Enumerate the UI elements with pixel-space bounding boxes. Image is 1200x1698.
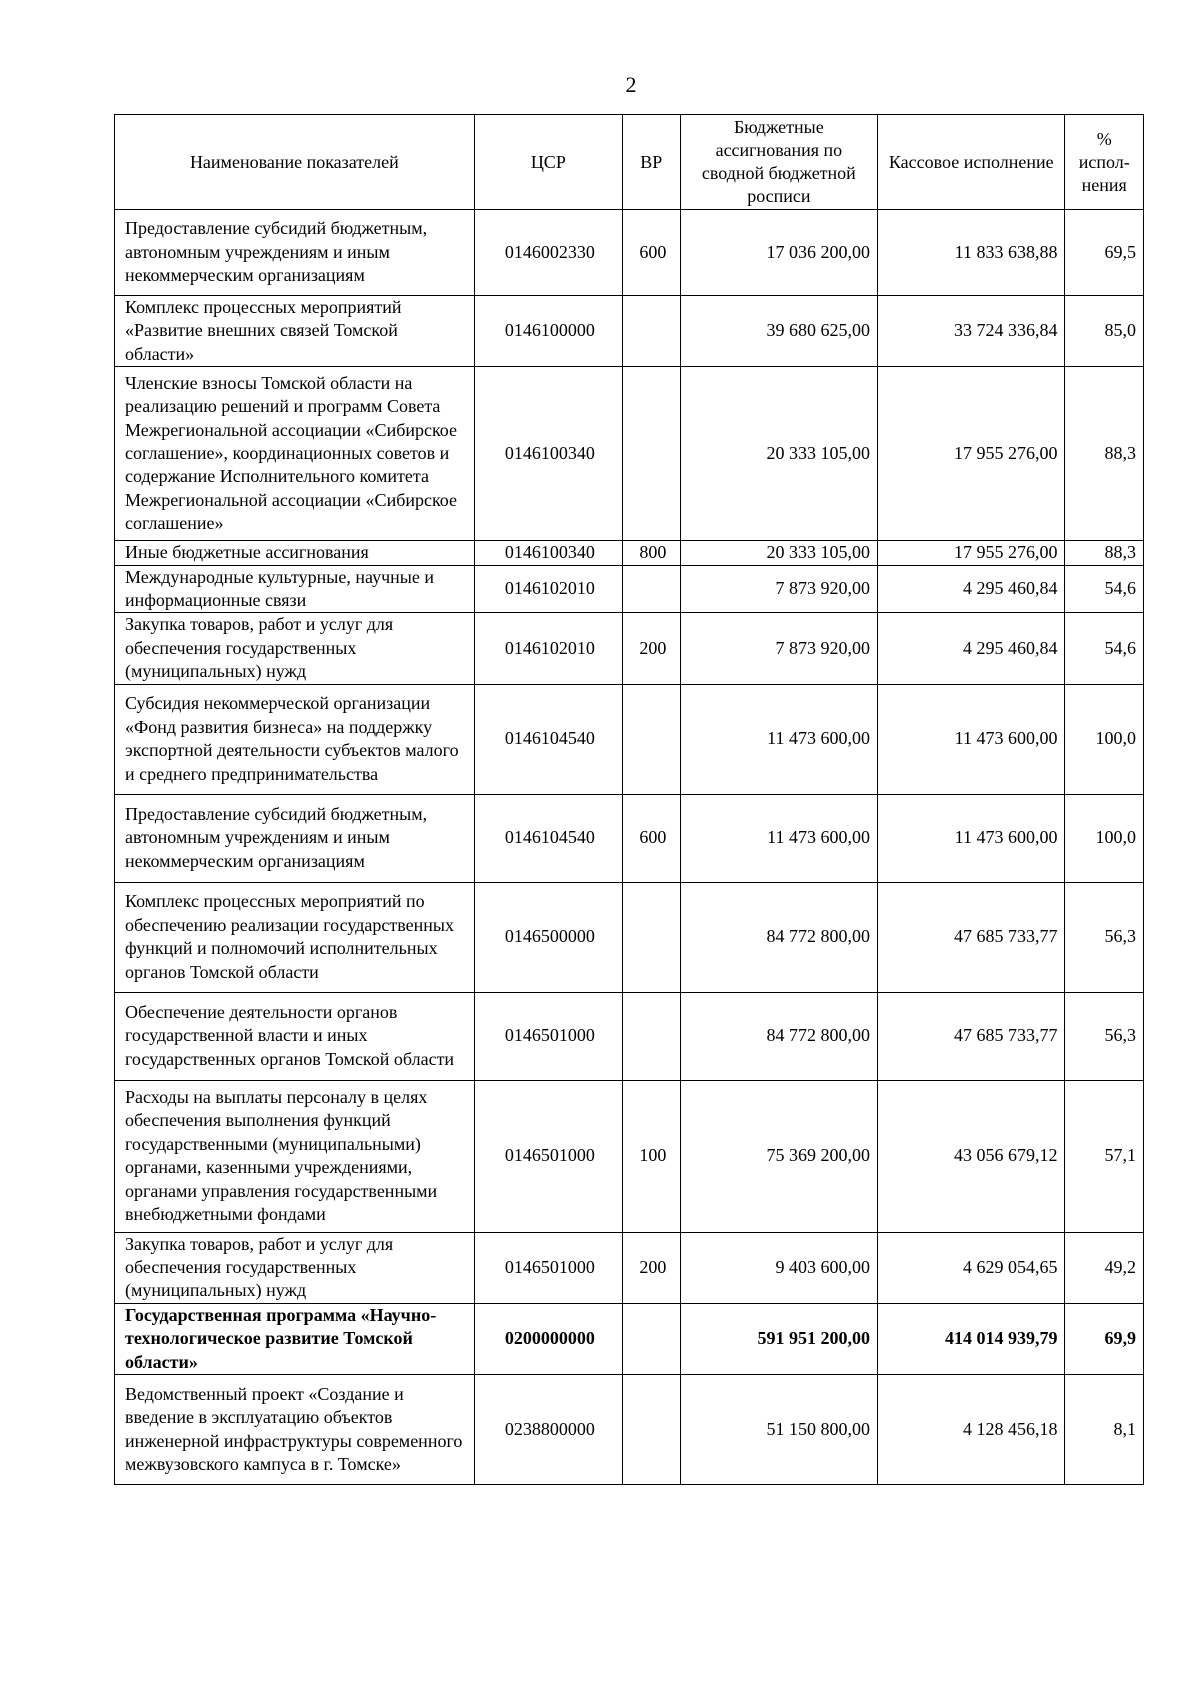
- row-vr-cell: [622, 992, 680, 1080]
- row-csr-cell: 0146104540: [474, 794, 622, 882]
- row-percent-cell: 85,0: [1065, 296, 1144, 367]
- row-assigned-cell: 7 873 920,00: [680, 613, 877, 684]
- row-executed-cell: 414 014 939,79: [878, 1303, 1065, 1374]
- row-name-cell: Комплекс процессных мероприятий по обеспечению реализации государственных функций и полномочий исполнительных органов Томской области: [115, 882, 475, 992]
- row-name-cell: Членские взносы Томской области на реализацию решений и программ Совета Межрегиональной ассоциации «Сибирское соглашение», координационных советов и содержание Исполнительного комитета Межрегиональной ассоциации «Сибирское соглашение»: [115, 367, 475, 541]
- row-name-cell: Иные бюджетные ассигнования: [115, 541, 475, 565]
- row-name-cell: Государственная программа «Научно-технологическое развитие Томской области»: [115, 1303, 475, 1374]
- row-vr-cell: 800: [622, 541, 680, 565]
- table-row: [115, 613, 1144, 684]
- row-percent-cell: 56,3: [1065, 882, 1144, 992]
- row-name-cell: Обеспечение деятельности органов государственной власти и иных государственных органов Томской области: [115, 992, 475, 1080]
- row-percent-cell: 88,3: [1065, 367, 1144, 541]
- table-header-row: [115, 115, 1144, 210]
- row-percent-cell: 100,0: [1065, 684, 1144, 794]
- row-assigned-cell: 39 680 625,00: [680, 296, 877, 367]
- row-assigned-cell: 17 036 200,00: [680, 210, 877, 296]
- row-csr-cell: 0146501000: [474, 992, 622, 1080]
- row-name-cell: Ведомственный проект «Создание и введение в эксплуатацию объектов инженерной инфраструктуры современного межвузовского кампуса в г. Томске»: [115, 1375, 475, 1485]
- table-row: [115, 210, 1144, 296]
- row-percent-cell: 8,1: [1065, 1375, 1144, 1485]
- row-assigned-cell: 20 333 105,00: [680, 367, 877, 541]
- row-name-cell: Расходы на выплаты персоналу в целях обеспечения выполнения функций государственными (муниципальными) органами, казенными учреждениями, органами управления государственными внебюджетными фондами: [115, 1080, 475, 1232]
- row-assigned-cell: 51 150 800,00: [680, 1375, 877, 1485]
- table-row: [115, 1375, 1144, 1485]
- row-name-cell: Международные культурные, научные и информационные связи: [115, 565, 475, 613]
- column-header-name: Наименование показателей: [115, 115, 475, 210]
- row-executed-cell: 11 473 600,00: [878, 794, 1065, 882]
- row-percent-cell: 54,6: [1065, 613, 1144, 684]
- row-assigned-cell: 75 369 200,00: [680, 1080, 877, 1232]
- column-header-assigned: Бюджетные ассигнования по сводной бюджетной росписи: [680, 115, 877, 210]
- row-csr-cell: 0146501000: [474, 1232, 622, 1303]
- table-row: [115, 794, 1144, 882]
- row-assigned-cell: 7 873 920,00: [680, 565, 877, 613]
- table-row: [115, 296, 1144, 367]
- row-executed-cell: 4 629 054,65: [878, 1232, 1065, 1303]
- table-row: [115, 684, 1144, 794]
- budget-execution-table: [114, 114, 1144, 1485]
- table-row: [115, 1232, 1144, 1303]
- row-vr-cell: [622, 684, 680, 794]
- row-assigned-cell: 11 473 600,00: [680, 684, 877, 794]
- column-header-vr: ВР: [622, 115, 680, 210]
- row-percent-cell: 57,1: [1065, 1080, 1144, 1232]
- row-vr-cell: [622, 565, 680, 613]
- column-header-executed: Кассовое исполнение: [878, 115, 1065, 210]
- table-row: [115, 367, 1144, 541]
- row-name-cell: Закупка товаров, работ и услуг для обеспечения государственных (муниципальных) нужд: [115, 613, 475, 684]
- row-csr-cell: 0146104540: [474, 684, 622, 794]
- row-assigned-cell: 84 772 800,00: [680, 992, 877, 1080]
- row-assigned-cell: 84 772 800,00: [680, 882, 877, 992]
- row-csr-cell: 0146500000: [474, 882, 622, 992]
- row-percent-cell: 88,3: [1065, 541, 1144, 565]
- row-assigned-cell: 20 333 105,00: [680, 541, 877, 565]
- row-executed-cell: 4 128 456,18: [878, 1375, 1065, 1485]
- row-csr-cell: 0238800000: [474, 1375, 622, 1485]
- row-percent-cell: 69,5: [1065, 210, 1144, 296]
- row-name-cell: Предоставление субсидий бюджетным, автономным учреждениям и иным некоммерческим организациям: [115, 794, 475, 882]
- table-row: [115, 1303, 1144, 1374]
- row-csr-cell: 0146102010: [474, 613, 622, 684]
- row-vr-cell: 200: [622, 613, 680, 684]
- row-csr-cell: 0146100340: [474, 367, 622, 541]
- row-assigned-cell: 9 403 600,00: [680, 1232, 877, 1303]
- row-executed-cell: 4 295 460,84: [878, 613, 1065, 684]
- row-name-cell: Субсидия некоммерческой организации «Фонд развития бизнеса» на поддержку экспортной деятельности субъектов малого и среднего предпринимательства: [115, 684, 475, 794]
- table-row: [115, 992, 1144, 1080]
- page-number: 2: [625, 72, 637, 97]
- row-percent-cell: 69,9: [1065, 1303, 1144, 1374]
- row-percent-cell: 100,0: [1065, 794, 1144, 882]
- table-row: [115, 1080, 1144, 1232]
- column-header-percent: % испол-нения: [1065, 115, 1144, 210]
- row-percent-cell: 49,2: [1065, 1232, 1144, 1303]
- row-executed-cell: 47 685 733,77: [878, 882, 1065, 992]
- row-executed-cell: 43 056 679,12: [878, 1080, 1065, 1232]
- row-percent-cell: 54,6: [1065, 565, 1144, 613]
- table-row: [115, 565, 1144, 613]
- row-name-cell: Предоставление субсидий бюджетным, автономным учреждениям и иным некоммерческим организациям: [115, 210, 475, 296]
- row-executed-cell: 47 685 733,77: [878, 992, 1065, 1080]
- row-csr-cell: 0146102010: [474, 565, 622, 613]
- table-body: [115, 210, 1144, 1485]
- row-executed-cell: 17 955 276,00: [878, 367, 1065, 541]
- row-assigned-cell: 591 951 200,00: [680, 1303, 877, 1374]
- row-csr-cell: 0146002330: [474, 210, 622, 296]
- row-vr-cell: 600: [622, 794, 680, 882]
- row-executed-cell: 4 295 460,84: [878, 565, 1065, 613]
- row-vr-cell: [622, 1303, 680, 1374]
- row-executed-cell: 33 724 336,84: [878, 296, 1065, 367]
- column-header-csr: ЦСР: [474, 115, 622, 210]
- row-vr-cell: [622, 882, 680, 992]
- row-csr-cell: 0146501000: [474, 1080, 622, 1232]
- row-executed-cell: 17 955 276,00: [878, 541, 1065, 565]
- table-row: [115, 541, 1144, 565]
- row-csr-cell: 0200000000: [474, 1303, 622, 1374]
- row-vr-cell: [622, 1375, 680, 1485]
- row-csr-cell: 0146100000: [474, 296, 622, 367]
- row-vr-cell: 600: [622, 210, 680, 296]
- row-name-cell: Закупка товаров, работ и услуг для обеспечения государственных (муниципальных) нужд: [115, 1232, 475, 1303]
- row-vr-cell: 200: [622, 1232, 680, 1303]
- row-csr-cell: 0146100340: [474, 541, 622, 565]
- row-name-cell: Комплекс процессных мероприятий «Развитие внешних связей Томской области»: [115, 296, 475, 367]
- row-percent-cell: 56,3: [1065, 992, 1144, 1080]
- row-vr-cell: 100: [622, 1080, 680, 1232]
- row-executed-cell: 11 473 600,00: [878, 684, 1065, 794]
- row-executed-cell: 11 833 638,88: [878, 210, 1065, 296]
- row-vr-cell: [622, 296, 680, 367]
- row-assigned-cell: 11 473 600,00: [680, 794, 877, 882]
- row-vr-cell: [622, 367, 680, 541]
- table-row: [115, 882, 1144, 992]
